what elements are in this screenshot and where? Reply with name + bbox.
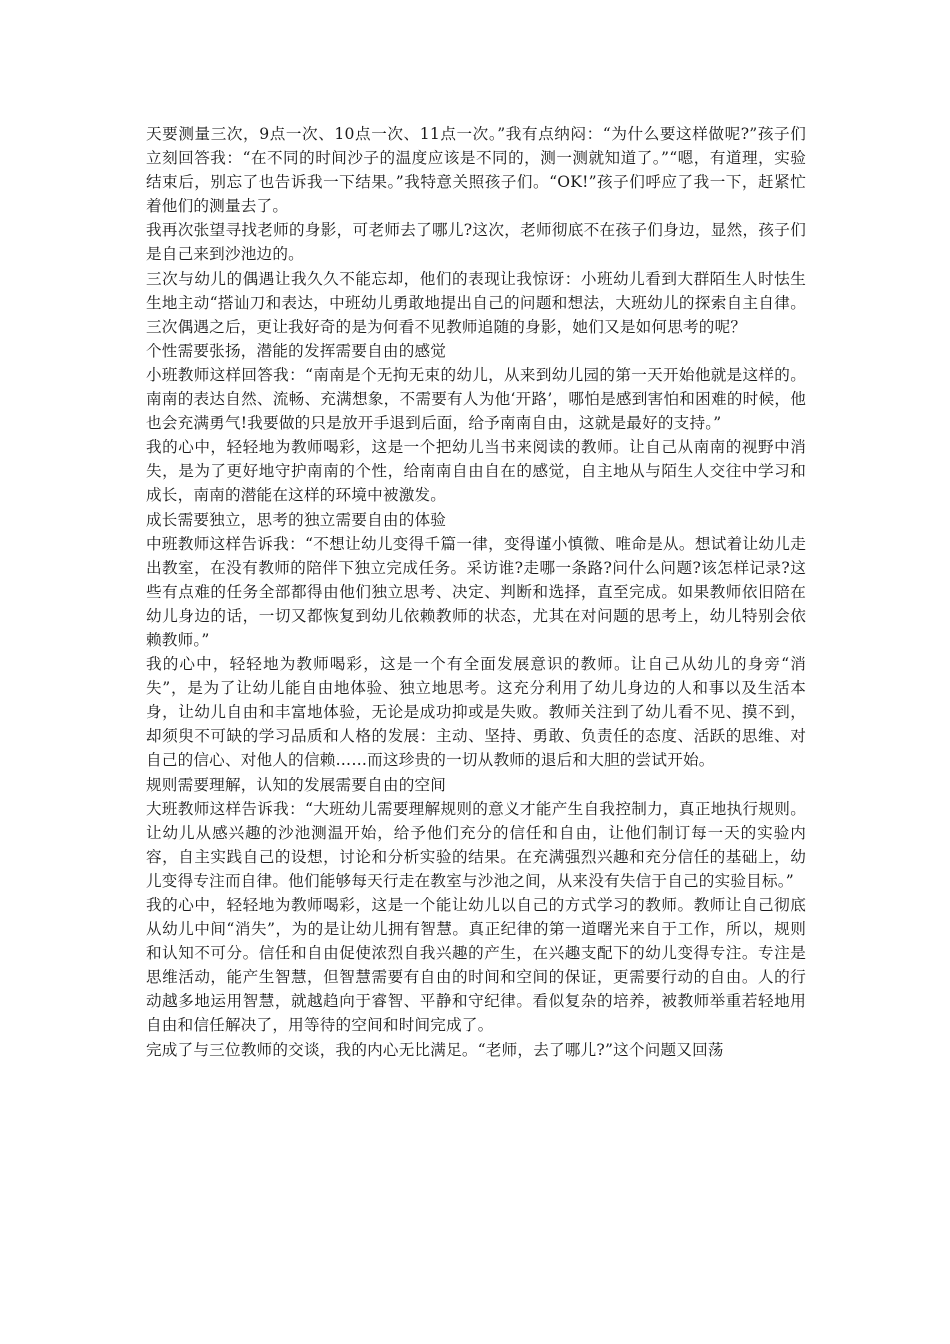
- document-body: [146, 122, 806, 1062]
- paragraph: 大班教师这样告诉我：“大班幼儿需要理解规则的意义才能产生自我控制力，真正地执行规则。让幼儿从感兴趣的沙池测温开始，给予他们充分的信任和自由，让他们制订每一天的实验内容，自主实践自己的设想，讨论和分析实验的结果。在充满强烈兴趣和充分信任的基础上，幼儿变得专注而自律。他们能够每天行走在教室与沙池之间，从来没有失信于自己的实验目标。”: [146, 799, 806, 890]
- section-heading: 规则需要理解，认知的发展需要自由的空间: [146, 775, 447, 794]
- paragraph: 三次与幼儿的偶遇让我久久不能忘却，他们的表现让我惊讶：小班幼儿看到大群陌生人时怯生生地主动“搭讪刀和表达，中班幼儿勇敢地提出自己的问题和想法，大班幼儿的探索自主自律。三次偶遇之后，更让我好奇的是为何看不见教师追随的身影，她们又是如何思考的呢？: [146, 269, 806, 336]
- paragraph: 中班教师这样告诉我：“不想让幼儿变得千篇一律，变得谨小慎微、唯命是从。想试着让幼儿走出教室，在没有教师的陪伴下独立完成任务。采访谁?走哪一条路?问什么问题?该怎样记录?这些有点难的任务全部都得由他们独立思考、决定、判断和选择，直至完成。如果教师依旧陪在幼儿身边的话，一切又都恢复到幼儿依赖教师的状态，尤其在对问题的思考上，幼儿特别会依赖教师。”: [146, 534, 806, 649]
- paragraph: 我的心中，轻轻地为教师喝彩，这是一个有全面发展意识的教师。让自己从幼儿的身旁“消失”，是为了让幼儿能自由地体验、独立地思考。这充分利用了幼儿身边的人和事以及生活本身，让幼儿自由和丰富地体验，无论是成功抑或是失败。教师关注到了幼儿看不见、摸不到，却须臾不可缺的学习品质和人格的发展：主动、坚持、勇敢、负责任的态度、活跃的思维、对自己的信心、对他人的信赖……而这珍贵的一切从教师的退后和大胆的尝试开始。: [146, 655, 806, 770]
- paragraph: 小班教师这样回答我：“南南是个无拘无束的幼儿，从来到幼儿园的第一天开始他就是这样的。南南的表达自然、流畅、充满想象，不需要有人为他‘开路’，哪怕是感到害怕和困难的时候，他也会充满勇气!我要做的只是放开手退到后面，给予南南自由，这就是最好的支持。”: [146, 365, 806, 433]
- paragraph: 我的心中，轻轻地为教师喝彩，这是一个把幼儿当书来阅读的教师。让自己从南南的视野中消失，是为了更好地守护南南的个性，给南南自由自在的感觉，自主地从与陌生人交往中学习和成长，南南的潜能在这样的环境中被激发。: [146, 438, 806, 505]
- paragraph: 天要测量三次，9点一次、10点一次、11点一次。”我有点纳闷：“为什么要这样做呢?”孩子们立刻回答我：“在不同的时间沙子的温度应该是不同的，测一测就知道了。”“嗯，有道理，实验结束后，别忘了也告诉我一下结果。”我特意关照孩子们。“OK!”孩子们呼应了我一下，赶紧忙着他们的测量去了。: [146, 125, 806, 216]
- paragraph: 我再次张望寻找老师的身影，可老师去了哪儿?这次，老师彻底不在孩子们身边，显然，孩子们是自己来到沙池边的。: [146, 221, 806, 264]
- section-heading: 成长需要独立，思考的独立需要自由的体验: [146, 510, 447, 529]
- paragraph: 我的心中，轻轻地为教师喝彩，这是一个能让幼儿以自己的方式学习的教师。教师让自己彻底从幼儿中间“消失”，为的是让幼儿拥有智慧。真正纪律的第一道曙光来自于工作，所以，规则和认知不可分。信任和自由促使浓烈自我兴趣的产生，在兴趣支配下的幼儿变得专注。专注是思维活动，能产生智慧，但智慧需要有自由的时间和空间的保证，更需要行动的自由。人的行动越多地运用智慧，就越趋向于睿智、平静和守纪律。看似复杂的培养，被教师举重若轻地用自由和信任解决了，用等待的空间和时间完成了。: [146, 896, 806, 1035]
- section-heading: 个性需要张扬，潜能的发挥需要自由的感觉: [146, 341, 447, 360]
- paragraph: 完成了与三位教师的交谈，我的内心无比满足。“老师，去了哪儿?”这个问题又回荡: [146, 1040, 724, 1059]
